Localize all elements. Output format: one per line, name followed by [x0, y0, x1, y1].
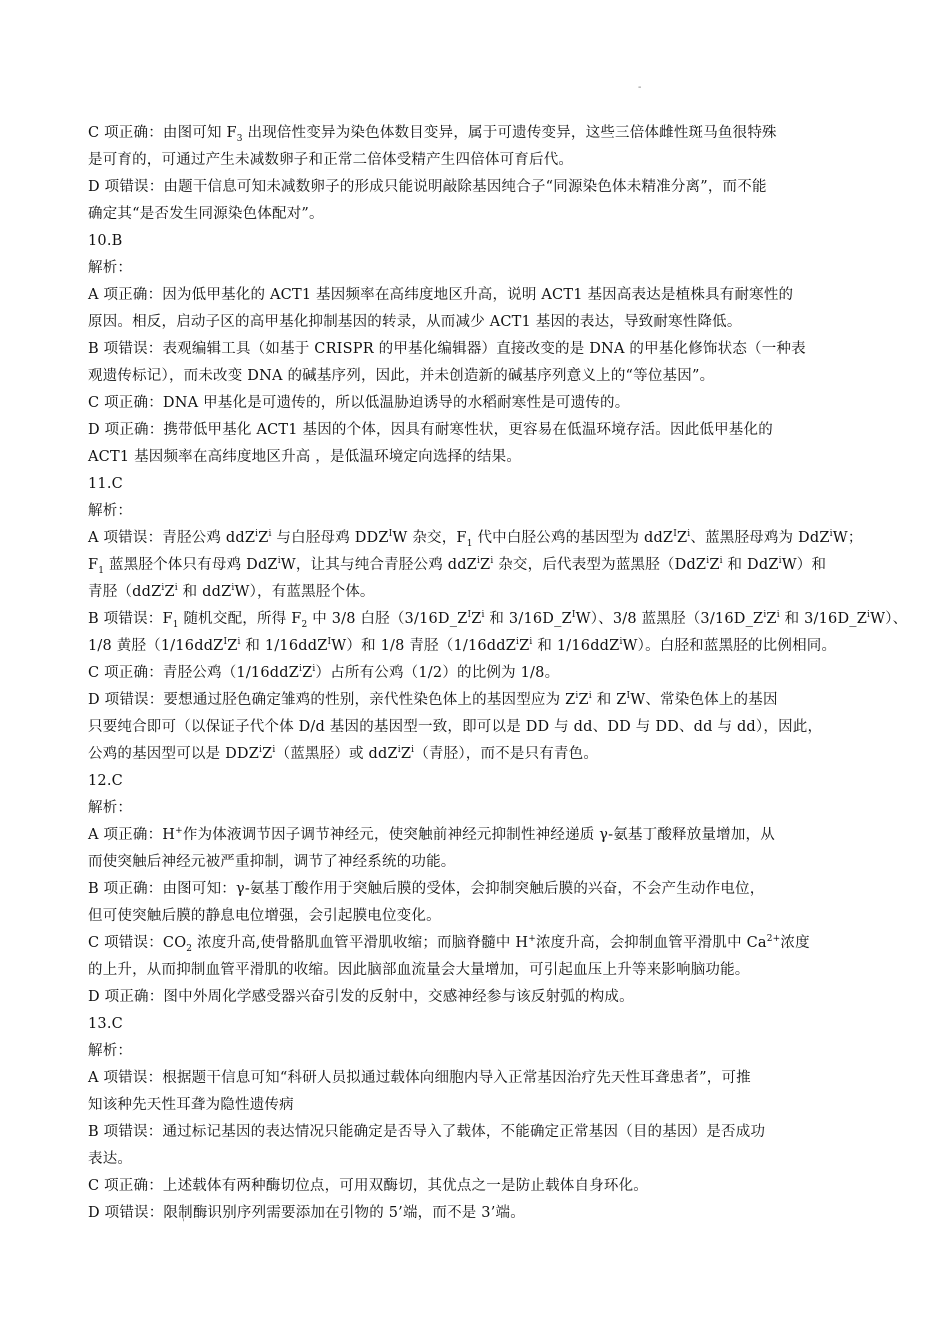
text-line-d13: D 项错误：限制酶识别序列需要添加在引物的 5’端，而不是 3’端。	[88, 1205, 525, 1221]
text-line-d11: D 项错误：要想通过胫色确定雏鸡的性别，亲代性染色体上的基因型应为 $Z^iZ^i$ 和 $Z^IW$、常染色体上的基因	[88, 691, 778, 708]
text-line-a10b: 原因。相反，启动子区的高甲基化抑制基因的转录，从而减少 ACT1 基因的表达，导致耐寒性降低。	[88, 314, 742, 330]
text-line-q12: 12.C	[88, 773, 123, 789]
text-line-b13: B 项错误：通过标记基因的表达情况只能确定是否导入了载体，不能确定正常基因（目的基因）是否成功	[88, 1124, 766, 1140]
text-line-j12: 解析：	[88, 800, 133, 816]
text-line-a10: A 项正确：因为低甲基化的 ACT1 基因频率在高纬度地区升高，说明 ACT1 基因高表达是植株具有耐寒性的	[88, 287, 794, 303]
text-line-d12: D 项正确：图中外周化学感受器兴奋引发的反射中，交感神经参与该反射弧的构成。	[88, 989, 634, 1005]
text-line-c11: C 项正确：青胫公鸡$(1/16ddZ^iZ^i)$占所有公鸡（1/2）的比例为 1/8。	[88, 664, 560, 681]
text-line-c10: C 项正确：DNA 甲基化是可遗传的，所以低温胁迫诱导的水稻耐寒性是可遗传的。	[88, 395, 630, 411]
footer-mark: '	[182, 1218, 185, 1229]
text-line-b11b: 1/8 黄胫（$1/16ddZ^IZ^i$ 和 1/16ddZ$^I$W）和 1/8 青胫（$1/16ddZ^iZ^i$ 和 1/16ddZ$^i$W）。白胫和蓝黑胫的比例相同。	[88, 637, 837, 654]
text-line-d11c: 公鸡的基因型可以是 $DDZ^iZ^i$（蓝黑胫）或 $ddZ^iZ^i$（青胫），而不是只有青色。	[88, 745, 599, 762]
text-line-a12: A 项正确：H+作为体液调节因子调节神经元，使突触前神经元抑制性神经递质 γ-氨基丁酸释放量增加，从	[88, 826, 775, 843]
text-line-a11b: $F_1$ 蓝黑胫个体只有母鸡 DdZ$^i$W，让其与纯合青胫公鸡 $ddZ^iZ^i$ 杂交，后代表型为蓝黑胫（$DdZ^iZ^i$ 和 DdZ$^i$W）和	[88, 556, 827, 576]
text-line-j11: 解析：	[88, 503, 133, 519]
text-line-d11b: 只要纯合即可（以保证子代个体 D/d 基因的基因型一致，即可以是 DD 与 dd、DD 与 DD、dd 与 dd），因此，	[88, 719, 823, 735]
text-line-a13: A 项错误：根据题干信息可知“科研人员拟通过载体向细胞内导入正常基因治疗先天性耳聋患者”，可推	[88, 1070, 751, 1086]
text-line-b12b: 但可使突触后膜的静息电位增强，会引起膜电位变化。	[88, 908, 441, 924]
text-line-d9b: 确定其“是否发生同源染色体配对”。	[88, 206, 324, 222]
text-line-b11: B 项错误：$F_1$ 随机交配，所得 $F_2$ 中 3/8 白胫（$3/16D\_Z^IZ^i$ 和 $3/16D\_Z^IW$）、3/8 蓝黑胫（$3/16D\_Z^iZ^i$ 和 $3/16D\_Z^iW$）、	[88, 610, 908, 630]
text-line-c9b: 是可育的，可通过产生未减数卵子和正常二倍体受精产生四倍体可育后代。	[88, 152, 574, 168]
text-line-a13b: 知该种先天性耳聋为隐性遗传病	[88, 1097, 294, 1113]
text-line-q10: 10.B	[88, 233, 123, 249]
text-line-a11c: 青胫（$ddZ^iZ^i$ 和 ddZ$^i$W），有蓝黑胫个体。	[88, 583, 375, 600]
text-line-b10: B 项错误：表观编辑工具（如基于 CRISPR 的甲基化编辑器）直接改变的是 DNA 的甲基化修饰状态（一种表	[88, 341, 806, 357]
text-line-j10: 解析：	[88, 260, 133, 276]
answer-explanations	[88, 120, 908, 1227]
text-line-c12b: 的上升，从而抑制血管平滑肌的收缩。因此脑部血流量会大量增加，可引起血压上升等来影响脑功能。	[88, 962, 750, 978]
text-line-c9: C 项正确：由图可知 $F_3$ 出现倍性变异为染色体数目变异，属于可遗传变异，这些三倍体雌性斑马鱼很特殊	[88, 125, 777, 144]
header-mark: -	[638, 82, 642, 93]
text-line-b10b: 观遗传标记），而未改变 DNA 的碱基序列，因此，并未创造新的碱基序列意义上的“等位基因”。	[88, 368, 715, 384]
text-line-a11: A 项错误：青胫公鸡 $ddZ^iZ^i$ 与白胫母鸡 $DDZ^IW$ 杂交，$F_1$ 代中白胫公鸡的基因型为 $ddZ^IZ^i$、蓝黑胫母鸡为 DdZ$^i$W；	[88, 529, 863, 549]
text-line-d10b: ACT1 基因频率在高纬度地区升高 ，是低温环境定向选择的结果。	[88, 449, 522, 465]
text-line-q11: 11.C	[88, 476, 123, 492]
text-line-c13: C 项正确：上述载体有两种酶切位点，可用双酶切，其优点之一是防止载体自身环化。	[88, 1178, 649, 1194]
text-line-a12b: 而使突触后神经元被严重抑制，调节了神经系统的功能。	[88, 854, 456, 870]
text-line-q13: 13.C	[88, 1016, 123, 1032]
text-line-j13: 解析：	[88, 1043, 133, 1059]
text-line-d10: D 项正确：携带低甲基化 ACT1 基因的个体，因具有耐寒性状，更容易在低温环境存活。因此低甲基化的	[88, 422, 773, 438]
text-line-b13b: 表达。	[88, 1151, 133, 1167]
text-line-c12: C 项错误：$CO_2$ 浓度升高,使骨骼肌血管平滑肌收缩；而脑脊髓中 H+浓度升高，会抑制血管平滑肌中 $Ca^{2+}$浓度	[88, 934, 810, 954]
text-line-b12: B 项正确：由图可知：γ-氨基丁酸作用于突触后膜的受体，会抑制突触后膜的兴奋，不会产生动作电位，	[88, 881, 765, 897]
text-line-d9: D 项错误：由题干信息可知未减数卵子的形成只能说明敲除基因纯合子“同源染色体未精准分离”，而不能	[88, 179, 767, 195]
